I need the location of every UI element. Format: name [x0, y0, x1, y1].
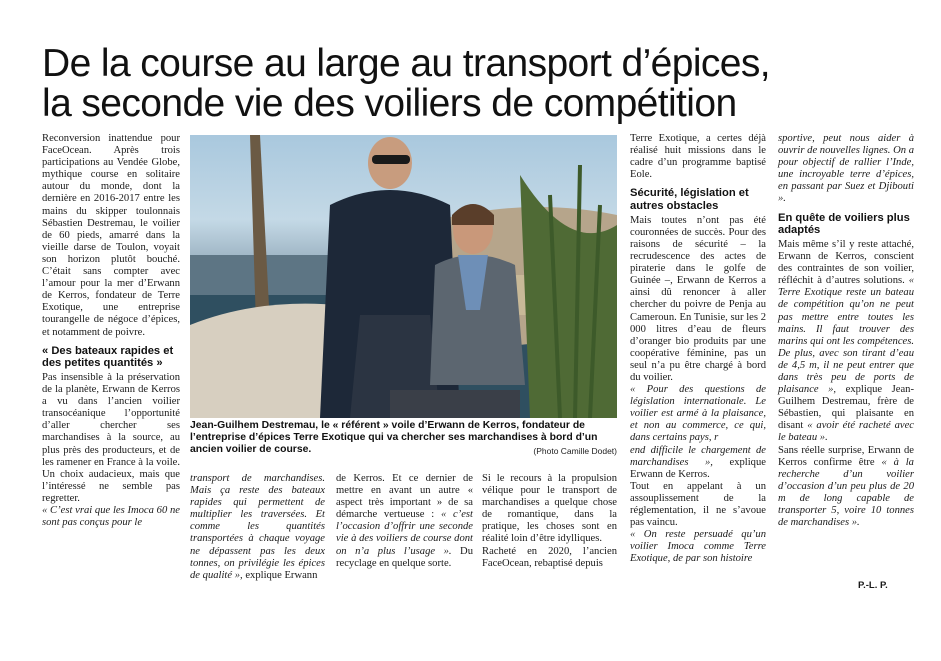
- column-1: [42, 133, 180, 529]
- column-4: [482, 473, 617, 570]
- column-3-paragraph: de Kerros. Et ce dernier de mettre en avant un autre « aspect très important » de sa démarche vertueuse : « c’est l’occasion d’offrir une seconde vie à des voiliers de course dont on n’a plus l’usage ». Du recyclage en quelque sorte.: [336, 473, 473, 569]
- subheading-adapted-boats: En quête de voiliers plus adaptés: [778, 211, 910, 236]
- column-5-paragraph-3: Tout en appelant à un assouplissement de la réglementation, il ne s’avoue pas vaincu.: [630, 480, 766, 529]
- column-6-paragraph-2: Sans réelle surprise, Erwann de Kerros confirme être « à la recherche d’un voilier d’occasion d’un peu plus de 20 m de long capable de transporter 5, voire 10 tonnes de marchandises ».: [778, 444, 914, 529]
- column-3: [336, 473, 473, 570]
- column-5: [630, 133, 766, 566]
- column-2-paragraph: transport de marchandises. Mais ça reste des bateaux rapides qui permettent de multiplier les traversées. Et comme les quantités transportées à chaque voyage ne dépassent pas les deux tonnes, on privilégie les épices de qualité », explique Erwann: [190, 473, 325, 581]
- subheading-fast-boats: « Des bateaux rapides et des petites quantités »: [42, 344, 174, 369]
- quote-imoca: « C’est vrai que les Imoca 60 ne sont pas conçus pour le: [42, 505, 180, 529]
- column-1-paragraph: Reconversion inattendue pour FaceOcean. Après trois participations au Vendée Globe, mythique course en solitaire autour du monde, dont la dernière en 2016-2017 entre les mains du skipper toulonnais Sébastien Destremau, le voilier de 60 pieds, amarré dans la vieille darse de Toulon, voyait son horizon plutôt bouché. C’était sans compter avec l’amour pour la mer d’Erwann de Kerros, fondateur de Terre Exotique, une entreprise tourangelle de négoce d’épices, et notamment de poivre.: [42, 133, 180, 338]
- article-headline: [42, 44, 922, 124]
- column-6: [778, 133, 914, 529]
- quote-legislation: « Pour des questions de législation internationale. Le voilier est armé à la plaisance, et non au commerce, ce qui, dans certains pays, r: [630, 384, 766, 444]
- column-5-paragraph: Terre Exotique, a certes déjà réalisé huit missions dans le cadre d’un programme baptisé Eole.: [630, 133, 766, 181]
- column-4-paragraph: Si le recours à la propulsion vélique pour le transport de marchandises a quelque chose de romantique, dans la pratique, les choses sont en réalité loin d’être idylliques.: [482, 473, 617, 545]
- photo-illustration: [190, 135, 617, 418]
- column-4-paragraph-2: Racheté en 2020, l’ancien FaceOcean, rebaptisé depuis: [482, 545, 617, 569]
- column-2: [190, 473, 325, 582]
- photo-credit: (Photo Camille Dodet): [533, 446, 617, 456]
- subheading-security: Sécurité, législation et autres obstacles: [630, 187, 749, 212]
- quote-legislation-2: end difficile le chargement de marchandises », explique Erwann de Kerros.: [630, 444, 766, 480]
- column-5-paragraph-2: Mais toutes n’ont pas été couronnées de succès. Pour des raisons de sécurité – la recrudescence des actes de piraterie dans le golfe de Guinée –, Erwann de Kerros a ainsi dû renoncer à aller chercher du poivre de Penja au Cameroun. En Tunisie, sur les 2 000 litres d’eau de fleurs d’oranger bio produits par une coopérative féminine, pas un seul n’a pu être chargé à bord du voilier.: [630, 214, 766, 383]
- column-6-paragraph: Mais même s’il y reste attaché, Erwann de Kerros, conscient des contraintes de son voilier, réfléchit à d’autres solutions. « Terre Exotique reste un bateau de compétition qu’on ne peut pas mettre entre toutes les mains. Il faut trouver des marins qui ont les compétences. De plus, avec son tirant d’eau de 4,5 m, il ne peut entrer que dans très peu de ports de plaisance », explique Jean-Guilhem Destremau, frère de Sébastien, qui plaisante en disant « avoir été racheté avec le bateau ».: [778, 238, 915, 444]
- quote-new-lines: sportive, peut nous aider à ouvrir de nouvelles lignes. On a pour objectif de rallier l’Inde, une incroyable terre d’épices, en passant par Suez et Djibouti ».: [778, 133, 914, 205]
- article-photo: [190, 135, 617, 418]
- headline-line-2: la seconde vie des voiliers de compétition: [42, 82, 737, 125]
- photo-caption: Jean-Guilhem Destremau, le « référent » voile d’Erwann de Kerros, fondateur de l’entreprise d’épices Terre Exotique qui va chercher ses marchandises à bord d’un ancien voilier de course.: [190, 420, 598, 456]
- author-signature: P.-L. P.: [858, 580, 888, 591]
- column-1-paragraph-2: Pas insensible à la préservation de la planète, Erwann de Kerros a vu dans l’ancien voilier transocéanique l’opportunité d’aller chercher ses marchandises à la source, au plus près des producteurs, et de les ramener en France à la voile. Un choix audacieux, mais que l’intéressé ne semble pas regretter.: [42, 372, 180, 504]
- quote-imoca-terre-exotique: « On reste persuadé qu’un voilier Imoca comme Terre Exotique, de par son histoire: [630, 529, 766, 565]
- headline-line-1: De la course au large au transport d’épices,: [42, 42, 771, 85]
